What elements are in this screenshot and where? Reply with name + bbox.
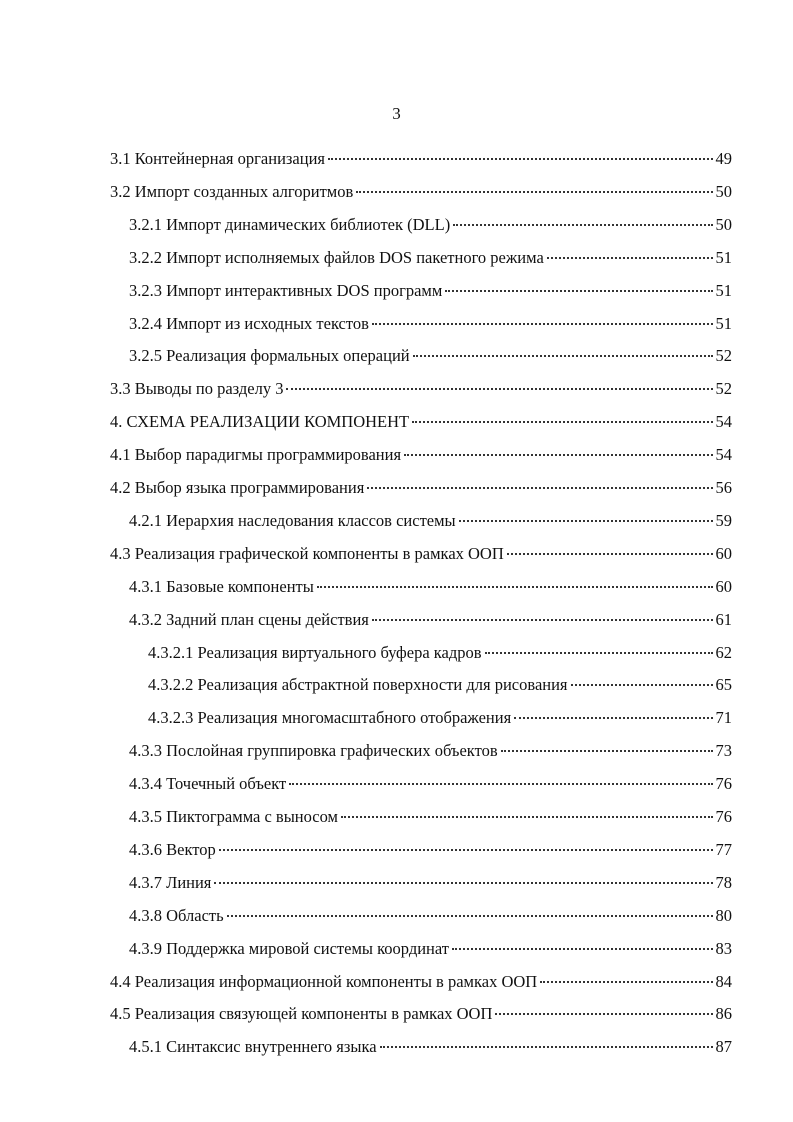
toc-leader-dots (341, 816, 713, 818)
toc-entry-page: 50 (715, 182, 732, 201)
toc-entry-title: 3.2.4 Импорт из исходных текстов (129, 314, 369, 333)
toc-entry-title: 4.3.2 Задний план сцены действия (129, 610, 369, 629)
toc-entry-page: 76 (715, 774, 732, 793)
toc-leader-dots (452, 948, 713, 950)
toc-leader-dots (495, 1013, 712, 1015)
toc-leader-dots (571, 684, 713, 686)
toc-entry (110, 182, 732, 206)
toc-entry-page: 86 (715, 1004, 732, 1023)
toc-entry (110, 972, 732, 996)
toc-leader-dots (404, 454, 712, 456)
toc-leader-dots (501, 750, 713, 752)
toc-entry (129, 610, 732, 634)
toc-entry-title: 4.3.6 Вектор (129, 840, 216, 859)
toc-entry (129, 906, 732, 930)
toc-entry (129, 873, 732, 897)
toc-entry (129, 215, 732, 239)
toc-entry-title: 4.5 Реализация связующей компоненты в рамках ООП (110, 1004, 493, 1023)
toc-entry-page: 51 (715, 314, 732, 333)
toc-entry-page: 73 (715, 741, 732, 760)
toc-entry-page: 59 (715, 511, 732, 530)
toc-entry-title: 4.4 Реализация информационной компоненты в рамках ООП (110, 972, 538, 991)
toc-entry (110, 412, 732, 436)
toc-leader-dots (372, 323, 713, 325)
toc-leader-dots (514, 717, 712, 719)
toc-entry (129, 741, 732, 765)
toc-entry (129, 281, 732, 305)
toc-entry-title: 3.2.1 Импорт динамических библиотек (DLL) (129, 215, 451, 234)
toc-entry-title: 4.1 Выбор парадигмы программирования (110, 445, 402, 464)
toc-entry-page: 78 (715, 873, 732, 892)
toc-leader-dots (412, 421, 712, 423)
toc-entry (110, 445, 732, 469)
toc-entry-title: 4.3.7 Линия (129, 873, 212, 892)
toc-entry (110, 544, 732, 568)
toc-entry-page: 49 (715, 149, 732, 168)
toc-entry-title: 4.3.8 Область (129, 906, 224, 925)
toc-entry-title: 4.3.2.1 Реализация виртуального буфера кадров (148, 643, 482, 662)
toc-entry-title: 4.3.2.3 Реализация многомасштабного отображения (148, 708, 512, 727)
toc-entry-title: 4.3.9 Поддержка мировой системы координат (129, 939, 449, 958)
toc-entry-title: 4.2 Выбор языка программирования (110, 478, 365, 497)
toc-entry (110, 1004, 732, 1028)
toc-entry-title: 4. СХЕМА РЕАЛИЗАЦИИ КОМПОНЕНТ (110, 412, 410, 431)
toc-entry-page: 65 (715, 675, 732, 694)
toc-entry-page: 50 (715, 215, 732, 234)
toc-entry (129, 346, 732, 370)
toc-leader-dots (227, 915, 713, 917)
toc-entry (129, 807, 732, 831)
toc-leader-dots (219, 849, 713, 851)
toc-leader-dots (507, 553, 713, 555)
toc-entry-page: 61 (715, 610, 732, 629)
toc-entry-title: 3.2.5 Реализация формальных операций (129, 346, 410, 365)
toc-leader-dots (328, 158, 713, 160)
toc-entry-title: 4.3.3 Послойная группировка графических объектов (129, 741, 498, 760)
toc-entry-page: 84 (715, 972, 732, 991)
toc-entry-page: 52 (715, 379, 732, 398)
toc-leader-dots (445, 290, 712, 292)
toc-entry (129, 939, 732, 963)
toc-entry-title: 4.2.1 Иерархия наследования классов системы (129, 511, 456, 530)
toc-entry (129, 1037, 732, 1061)
toc-entry (110, 379, 732, 403)
toc-entry (148, 675, 732, 699)
toc-entry (129, 314, 732, 338)
toc-leader-dots (214, 882, 712, 884)
toc-leader-dots (547, 257, 713, 259)
toc-entry (110, 478, 732, 502)
toc-entry (129, 577, 732, 601)
toc-entry (129, 774, 732, 798)
toc-entry-page: 60 (715, 577, 732, 596)
toc-entry-title: 3.1 Контейнерная организация (110, 149, 325, 168)
toc-entry (110, 149, 732, 173)
toc-entry-page: 71 (715, 708, 732, 727)
toc-leader-dots (459, 520, 713, 522)
toc-entry-page: 51 (715, 281, 732, 300)
toc-entry-title: 3.2.3 Импорт интерактивных DOS программ (129, 281, 443, 300)
toc-entry-page: 83 (715, 939, 732, 958)
page-number: 3 (392, 104, 401, 123)
toc-leader-dots (356, 191, 712, 193)
toc-entry-title: 4.3 Реализация графической компоненты в рамках ООП (110, 544, 504, 563)
toc-entry-title: 4.3.4 Точечный объект (129, 774, 287, 793)
toc-entry (129, 248, 732, 272)
toc-entry-page: 77 (715, 840, 732, 859)
toc-entry-title: 4.5.1 Синтаксис внутреннего языка (129, 1037, 377, 1056)
toc-leader-dots (453, 224, 712, 226)
toc-leader-dots (485, 652, 713, 654)
toc-leader-dots (367, 487, 712, 489)
toc-entry-page: 60 (715, 544, 732, 563)
toc-entry-page: 56 (715, 478, 732, 497)
toc-entry-page: 80 (715, 906, 732, 925)
toc-entry (148, 708, 732, 732)
toc-entry-page: 87 (715, 1037, 732, 1056)
toc-entry (129, 840, 732, 864)
toc-leader-dots (413, 355, 713, 357)
toc-entry (148, 643, 732, 667)
toc-leader-dots (380, 1046, 713, 1048)
toc-entry-page: 51 (715, 248, 732, 267)
toc-entry-title: 4.3.5 Пиктограмма с выносом (129, 807, 338, 826)
toc-entry (129, 511, 732, 535)
toc-leader-dots (372, 619, 713, 621)
toc-entry-page: 76 (715, 807, 732, 826)
toc-entry-title: 3.3 Выводы по разделу 3 (110, 379, 284, 398)
toc-entry-page: 52 (715, 346, 732, 365)
toc-entry-title: 3.2 Импорт созданных алгоритмов (110, 182, 354, 201)
toc-entry-title: 3.2.2 Импорт исполняемых файлов DOS пакетного режима (129, 248, 544, 267)
toc-entry-page: 54 (715, 445, 732, 464)
toc-entry-title: 4.3.2.2 Реализация абстрактной поверхности для рисования (148, 675, 568, 694)
toc-leader-dots (289, 783, 712, 785)
toc-leader-dots (286, 388, 712, 390)
toc-leader-dots (317, 586, 713, 588)
toc-entry-page: 54 (715, 412, 732, 431)
toc-entry-page: 62 (715, 643, 732, 662)
toc-leader-dots (540, 981, 712, 983)
toc-entry-title: 4.3.1 Базовые компоненты (129, 577, 314, 596)
